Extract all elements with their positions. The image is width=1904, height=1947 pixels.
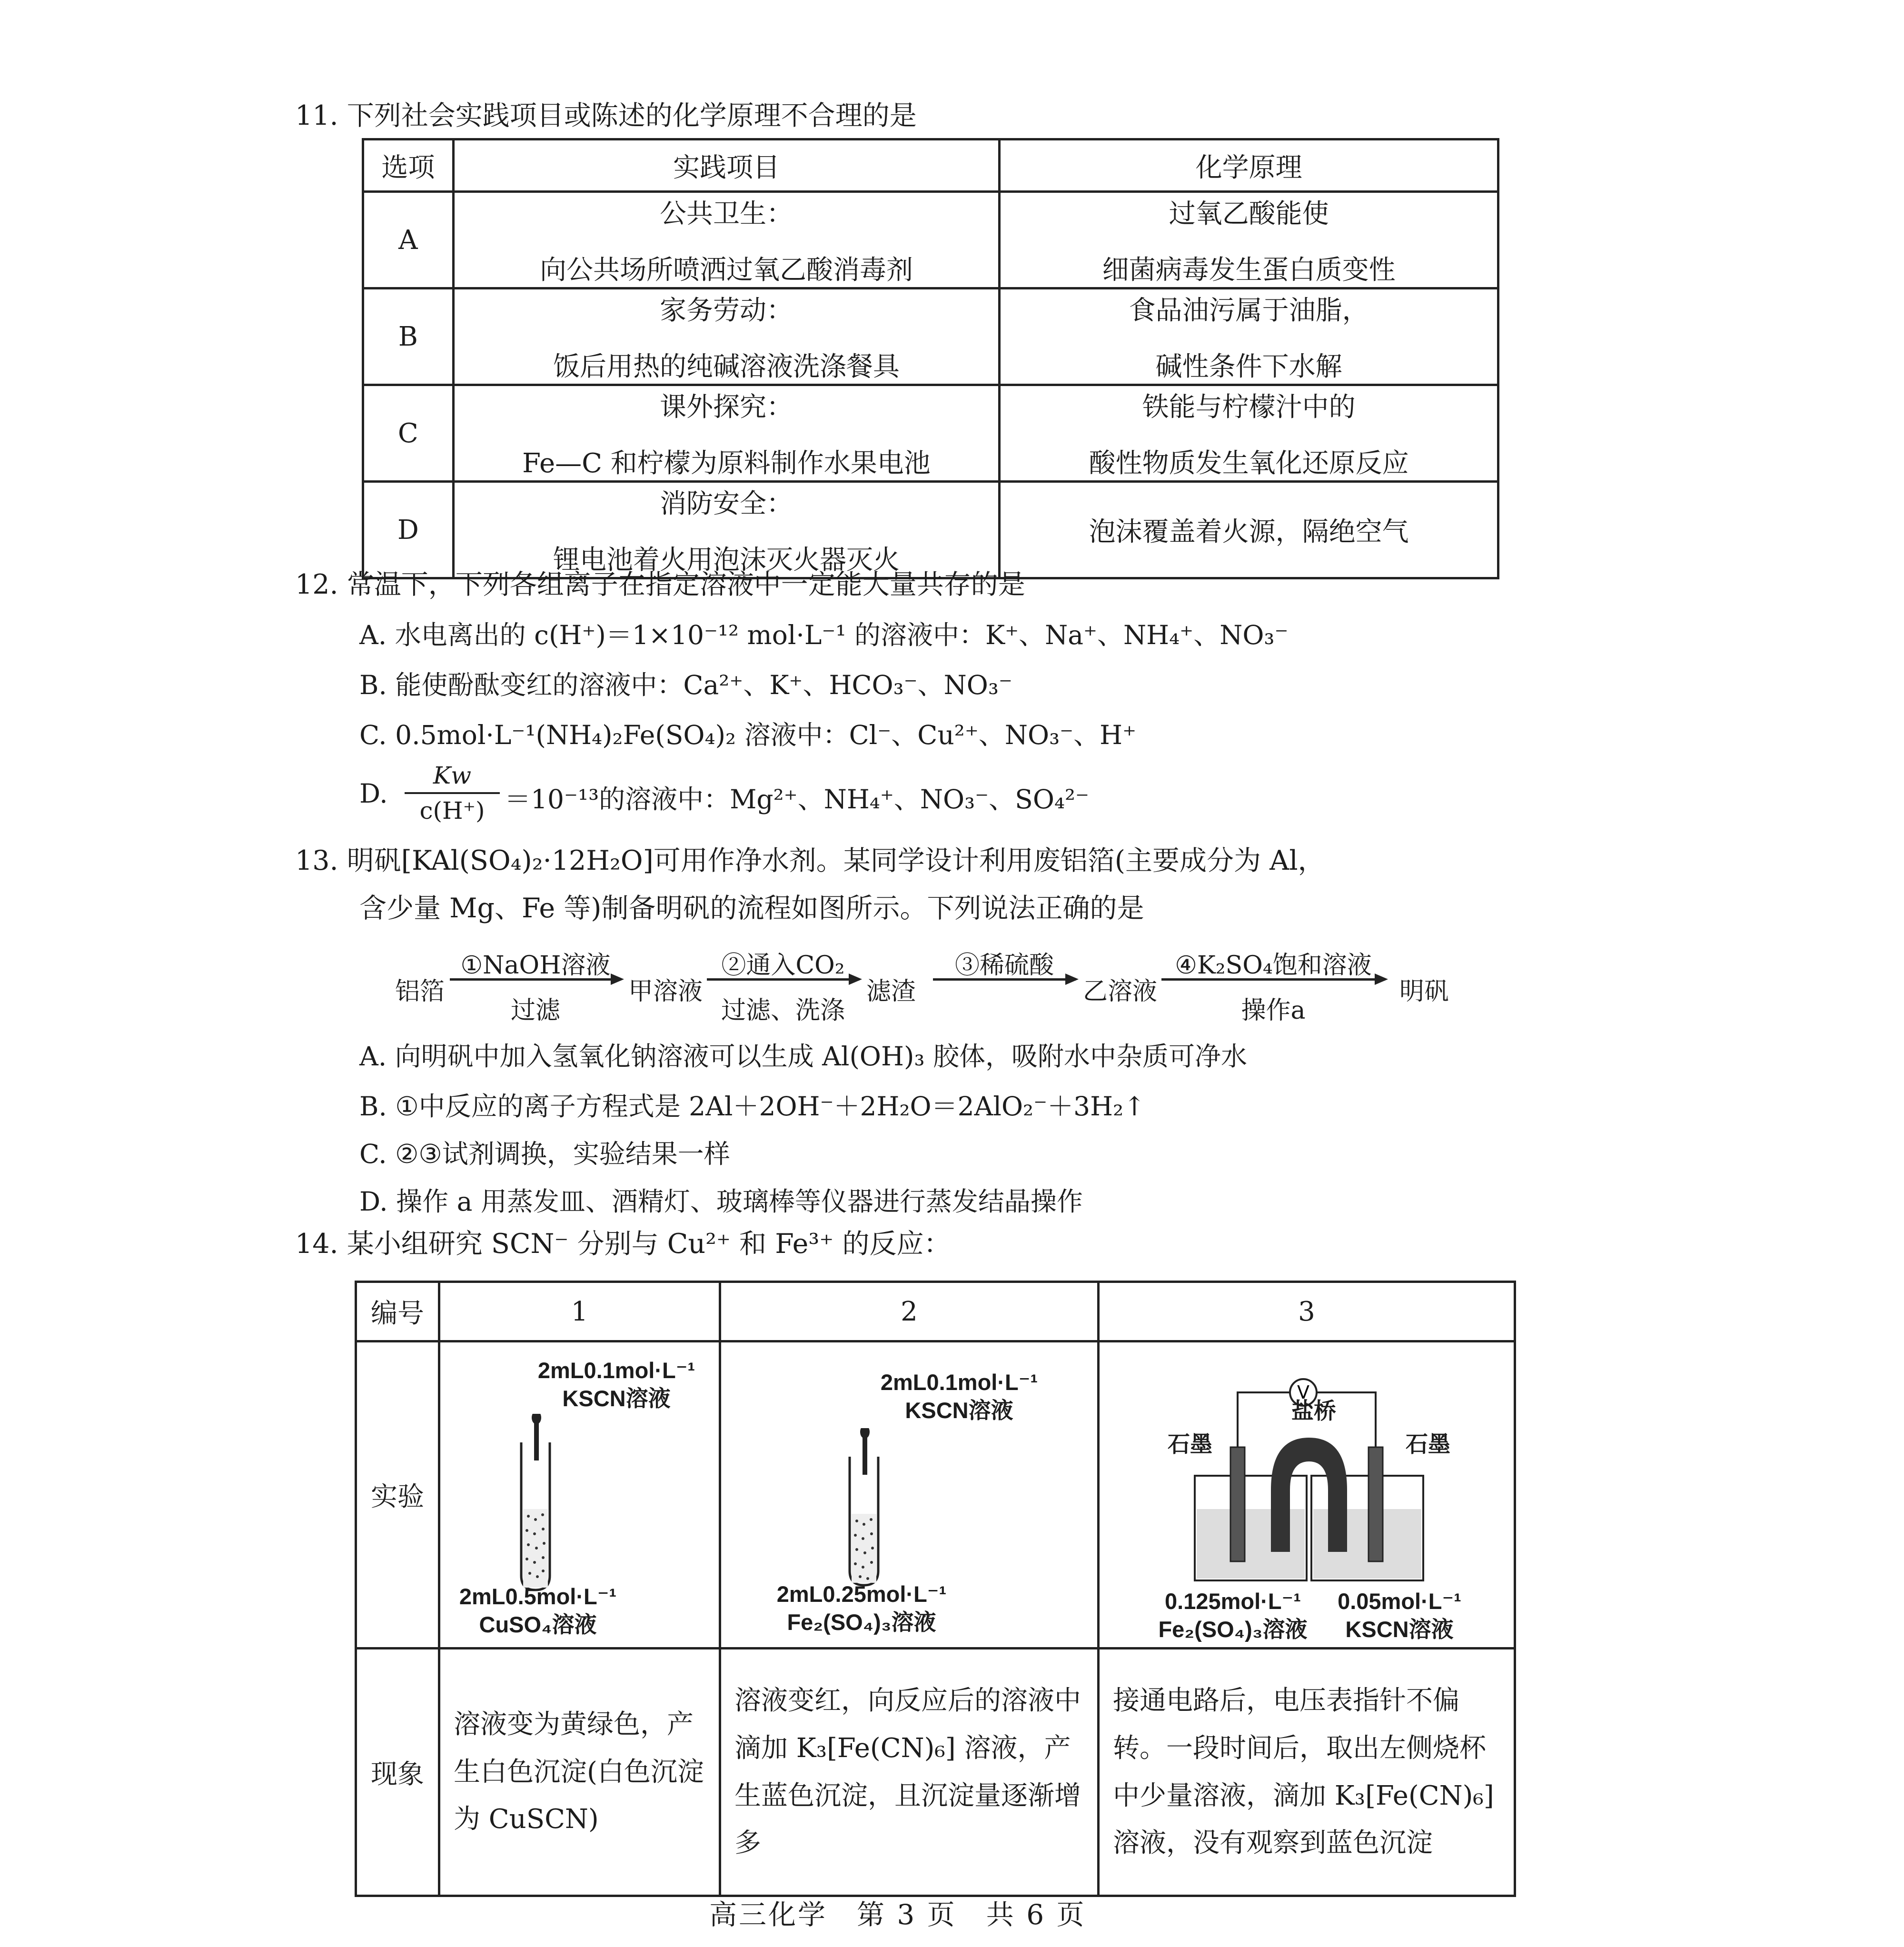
q11-header-principle: 化学原理 — [1000, 139, 1498, 192]
q14-exp1-cell — [439, 1341, 720, 1649]
left-electrode-label: 石墨 — [1168, 1431, 1212, 1457]
exp3-right-conc: 0.05mol·L⁻¹ — [1338, 1589, 1461, 1614]
flow-arrow-4-top: ④K₂SO₄饱和溶液 — [1175, 951, 1372, 980]
flow-node-3: 滤渣 — [866, 977, 916, 1006]
exp3-left-name: Fe₂(SO₄)₃溶液 — [1158, 1616, 1308, 1642]
q13-option-b: B. ①中反应的离子方程式是 2Al＋2OH⁻＋2H₂O＝2AlO₂⁻＋3H₂↑ — [359, 1091, 1146, 1122]
q13-option-a: A. 向明矾中加入氢氧化钠溶液可以生成 Al(OH)₃ 胶体，吸附水中杂质可净水 — [359, 1041, 1247, 1072]
flow-arrow-2-top: ②通入CO₂ — [721, 951, 845, 980]
q12-stem: 12. 常温下，下列各组离子在指定溶液中一定能大量共存的是 — [295, 569, 1025, 600]
exp3-left-conc: 0.125mol·L⁻¹ — [1165, 1589, 1301, 1614]
q13-flowchart — [395, 945, 1466, 1028]
q11-b-practice-2: 饭后用热的纯碱溶液洗涤餐具 — [553, 351, 900, 382]
q12-option-c: C. 0.5mol·L⁻¹(NH₄)₂Fe(SO₄)₂ 溶液中：Cl⁻、Cu²⁺、NO₃⁻、H⁺ — [359, 720, 1137, 750]
q12-d-numerator: Kw — [405, 762, 500, 794]
q13-option-d: D. 操作 a 用蒸发皿、酒精灯、玻璃棒等仪器进行蒸发结晶操作 — [359, 1186, 1083, 1217]
test-tube-icon — [831, 1428, 907, 1590]
q12-d-denominator: c(H⁺) — [419, 797, 485, 824]
q11-b-principle-2: 碱性条件下水解 — [1155, 351, 1342, 382]
exp2-reagent-bottom-conc: 2mL0.25mol·L⁻¹ — [776, 1581, 947, 1607]
exp2-reagent-top-name: KSCN溶液 — [905, 1397, 1013, 1423]
q14-header-1: 1 — [439, 1282, 720, 1341]
flow-arrow-1-bottom: 过滤 — [510, 996, 560, 1025]
flow-arrow-4-bottom: 操作a — [1241, 996, 1306, 1025]
flow-node-4: 乙溶液 — [1083, 977, 1158, 1006]
q11-d-principle: 泡沫覆盖着火源，隔绝空气 — [1000, 482, 1498, 578]
q11-a-principle-1: 过氧乙酸能使 — [1169, 199, 1329, 229]
page-footer: 高三化学 第 3 页 共 6 页 — [709, 1898, 1086, 1931]
q11-table — [362, 138, 1499, 579]
q11-stem: 11. 下列社会实践项目或陈述的化学原理不合理的是 — [295, 100, 917, 131]
q11-option-c: C — [363, 385, 454, 482]
q11-option-a: A — [363, 192, 454, 288]
q14-table — [355, 1281, 1516, 1897]
q14-header-id: 编号 — [356, 1282, 439, 1341]
q14-header-3: 3 — [1099, 1282, 1515, 1341]
flow-arrow-2-bottom: 过滤、洗涤 — [721, 996, 845, 1025]
q11-a-practice-1: 公共卫生： — [659, 199, 793, 229]
exp1-reagent-bottom-conc: 2mL0.5mol·L⁻¹ — [459, 1584, 617, 1609]
voltmeter-symbol: V — [1297, 1382, 1309, 1403]
flow-node-2: 甲溶液 — [628, 977, 703, 1006]
q12-d-fraction — [405, 762, 500, 824]
q11-c-principle-1: 铁能与柠檬汁中的 — [1142, 392, 1356, 423]
flow-node-5: 明矾 — [1399, 977, 1449, 1006]
q11-d-practice-1: 消防安全： — [659, 488, 793, 519]
test-tube-icon — [502, 1414, 578, 1595]
exp1-reagent-top-conc: 2mL0.1mol·L⁻¹ — [537, 1358, 695, 1383]
q13-stem-2: 含少量 Mg、Fe 等)制备明矾的流程如图所示。下列说法正确的是 — [359, 893, 1144, 924]
flow-arrow-1-top: ①NaOH溶液 — [460, 951, 611, 980]
q14-row-phenomenon: 现象 — [356, 1649, 439, 1896]
q14-exp3-cell — [1099, 1341, 1515, 1649]
q14-phenomenon-1: 溶液变为黄绿色，产生白色沉淀(白色沉淀为 CuSCN) — [439, 1649, 720, 1896]
q11-b-principle-1: 食品油污属于油脂， — [1129, 295, 1369, 326]
exp1-reagent-top-name: KSCN溶液 — [562, 1385, 671, 1411]
q11-option-d: D — [363, 482, 454, 578]
q11-header-practice: 实践项目 — [453, 139, 1000, 192]
exp2-reagent-bottom-name: Fe₂(SO₄)₃溶液 — [787, 1609, 936, 1635]
q14-exp2-cell — [720, 1341, 1099, 1649]
galvanic-cell-icon — [1185, 1361, 1433, 1585]
q12-option-d-prefix: D. — [359, 778, 388, 809]
q11-c-principle-2: 酸性物质发生氧化还原反应 — [1089, 448, 1409, 479]
q14-row-experiment: 实验 — [356, 1341, 439, 1649]
q11-c-practice-2: Fe—C 和柠檬为原料制作水果电池 — [522, 448, 931, 479]
q12-option-b: B. 能使酚酞变红的溶液中：Ca²⁺、K⁺、HCO₃⁻、NO₃⁻ — [359, 670, 1012, 700]
q14-header-2: 2 — [720, 1282, 1099, 1341]
flow-arrow-3-top: ③稀硫酸 — [954, 951, 1054, 980]
q11-header-option: 选项 — [363, 139, 454, 192]
salt-bridge-label: 盐桥 — [1291, 1398, 1336, 1423]
q14-phenomenon-2: 溶液变红，向反应后的溶液中滴加 K₃[Fe(CN)₆] 溶液，产生蓝色沉淀，且沉淀量逐渐增多 — [720, 1649, 1099, 1896]
flow-node-1: 铝箔 — [395, 977, 445, 1006]
q12-option-d-rest: ＝10⁻¹³的溶液中：Mg²⁺、NH₄⁺、NO₃⁻、SO₄²⁻ — [505, 784, 1090, 815]
q11-a-practice-2: 向公共场所喷洒过氧乙酸消毒剂 — [539, 255, 913, 286]
q11-option-b: B — [363, 288, 454, 385]
q12-option-a: A. 水电离出的 c(H⁺)＝1×10⁻¹² mol·L⁻¹ 的溶液中：K⁺、Na⁺、NH₄⁺、NO₃⁻ — [359, 620, 1289, 650]
exp2-reagent-top-conc: 2mL0.1mol·L⁻¹ — [880, 1370, 1038, 1395]
q11-a-principle-2: 细菌病毒发生蛋白质变性 — [1102, 255, 1396, 286]
q14-stem: 14. 某小组研究 SCN⁻ 分别与 Cu²⁺ 和 Fe³⁺ 的反应： — [295, 1228, 951, 1260]
q13-stem-1: 13. 明矾[KAl(SO₄)₂·12H₂O]可用作净水剂。某同学设计利用废铝箔(主要成分为 Al， — [295, 845, 1325, 876]
q14-phenomenon-3: 接通电路后，电压表指针不偏转。一段时间后，取出左侧烧杯中少量溶液，滴加 K₃[Fe(CN)₆] 溶液，没有观察到蓝色沉淀 — [1099, 1649, 1515, 1896]
exp1-reagent-bottom-name: CuSO₄溶液 — [479, 1611, 597, 1637]
q11-b-practice-1: 家务劳动： — [659, 295, 793, 326]
q13-option-c: C. ②③试剂调换，实验结果一样 — [359, 1139, 730, 1169]
q11-c-practice-1: 课外探究： — [659, 392, 793, 423]
q11-d-practice-2: 锂电池着火用泡沫灭火器灭火 — [553, 545, 900, 576]
exp3-right-name: KSCN溶液 — [1345, 1616, 1454, 1642]
right-electrode-label: 石墨 — [1406, 1431, 1450, 1457]
